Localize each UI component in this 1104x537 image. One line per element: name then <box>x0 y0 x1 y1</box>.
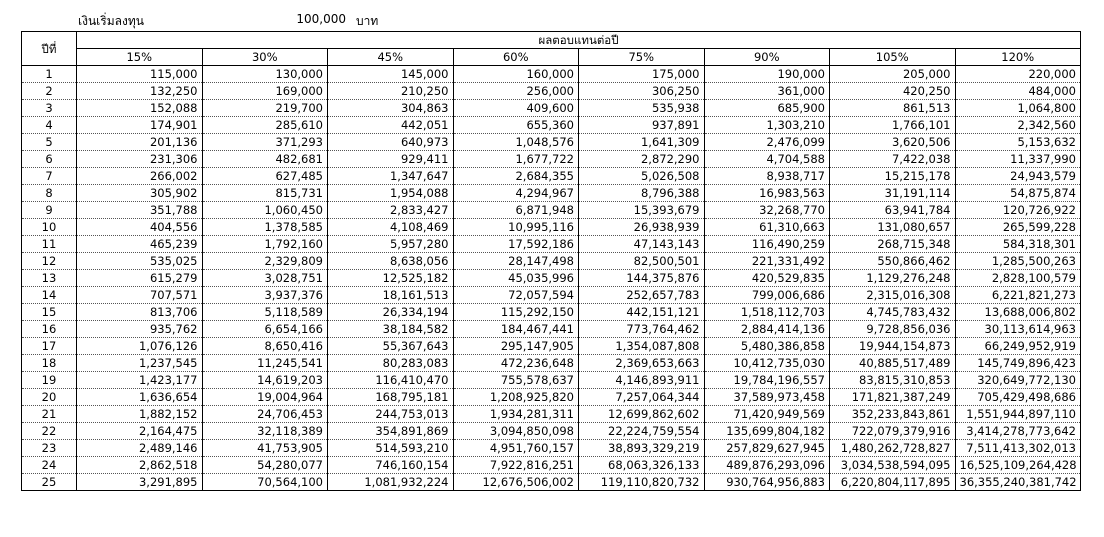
value-cell: 755,578,637 <box>453 372 579 389</box>
value-cell: 813,706 <box>77 304 203 321</box>
table-row <box>22 355 1081 372</box>
value-cell: 4,294,967 <box>453 185 579 202</box>
value-cell: 1,636,654 <box>77 389 203 406</box>
value-cell: 2,315,016,308 <box>830 287 956 304</box>
value-cell: 16,983,563 <box>704 185 830 202</box>
value-cell: 2,489,146 <box>77 440 203 457</box>
value-cell: 354,891,869 <box>328 423 454 440</box>
value-cell: 1,641,309 <box>579 134 705 151</box>
value-cell: 442,051 <box>328 117 454 134</box>
currency-unit: บาท <box>356 14 379 28</box>
value-cell: 514,593,210 <box>328 440 454 457</box>
rate-header: 30% <box>202 49 328 66</box>
value-cell: 3,937,376 <box>202 287 328 304</box>
year-cell: 1 <box>22 66 77 83</box>
year-cell: 4 <box>22 117 77 134</box>
value-cell: 8,650,416 <box>202 338 328 355</box>
value-cell: 861,513 <box>830 100 956 117</box>
value-cell: 1,237,545 <box>77 355 203 372</box>
value-cell: 55,367,643 <box>328 338 454 355</box>
value-cell: 295,147,905 <box>453 338 579 355</box>
value-cell: 54,280,077 <box>202 457 328 474</box>
value-cell: 685,900 <box>704 100 830 117</box>
value-cell: 38,893,329,219 <box>579 440 705 457</box>
value-cell: 22,224,759,554 <box>579 423 705 440</box>
value-cell: 584,318,301 <box>955 236 1081 253</box>
value-cell: 305,902 <box>77 185 203 202</box>
table-row <box>22 372 1081 389</box>
initial-investment-amount: 100,000 <box>296 12 346 26</box>
table-row <box>22 253 1081 270</box>
value-cell: 420,529,835 <box>704 270 830 287</box>
value-cell: 1,129,276,248 <box>830 270 956 287</box>
value-cell: 535,025 <box>77 253 203 270</box>
value-cell: 168,795,181 <box>328 389 454 406</box>
value-cell: 1,480,262,728,827 <box>830 440 956 457</box>
value-cell: 15,393,679 <box>579 202 705 219</box>
year-cell: 16 <box>22 321 77 338</box>
value-cell: 1,347,647 <box>328 168 454 185</box>
value-cell: 135,699,804,182 <box>704 423 830 440</box>
value-cell: 45,035,996 <box>453 270 579 287</box>
value-cell: 257,829,627,945 <box>704 440 830 457</box>
value-cell: 1,208,925,820 <box>453 389 579 406</box>
value-cell: 115,292,150 <box>453 304 579 321</box>
value-cell: 815,731 <box>202 185 328 202</box>
value-cell: 482,681 <box>202 151 328 168</box>
year-cell: 19 <box>22 372 77 389</box>
value-cell: 231,306 <box>77 151 203 168</box>
value-cell: 550,866,462 <box>830 253 956 270</box>
table-row <box>22 304 1081 321</box>
value-cell: 4,146,893,911 <box>579 372 705 389</box>
value-cell: 352,233,843,861 <box>830 406 956 423</box>
table-row <box>22 440 1081 457</box>
value-cell: 15,215,178 <box>830 168 956 185</box>
table-row <box>22 66 1081 83</box>
value-cell: 1,354,087,808 <box>579 338 705 355</box>
value-cell: 116,410,470 <box>328 372 454 389</box>
rate-header: 120% <box>955 49 1081 66</box>
table-row <box>22 270 1081 287</box>
value-cell: 9,728,856,036 <box>830 321 956 338</box>
value-cell: 3,620,506 <box>830 134 956 151</box>
value-cell: 265,599,228 <box>955 219 1081 236</box>
value-cell: 799,006,686 <box>704 287 830 304</box>
year-cell: 5 <box>22 134 77 151</box>
value-cell: 1,792,160 <box>202 236 328 253</box>
value-cell: 3,414,278,773,642 <box>955 423 1081 440</box>
value-cell: 8,938,717 <box>704 168 830 185</box>
value-cell: 705,429,498,686 <box>955 389 1081 406</box>
value-cell: 489,876,293,096 <box>704 457 830 474</box>
table-row <box>22 83 1081 100</box>
value-cell: 145,000 <box>328 66 454 83</box>
value-cell: 2,872,290 <box>579 151 705 168</box>
value-cell: 7,422,038 <box>830 151 956 168</box>
rate-header: 60% <box>453 49 579 66</box>
table-row <box>22 134 1081 151</box>
value-cell: 7,922,816,251 <box>453 457 579 474</box>
value-cell: 722,079,379,916 <box>830 423 956 440</box>
value-cell: 1,766,101 <box>830 117 956 134</box>
value-cell: 12,676,506,002 <box>453 474 579 491</box>
year-cell: 11 <box>22 236 77 253</box>
value-cell: 1,060,450 <box>202 202 328 219</box>
value-cell: 220,000 <box>955 66 1081 83</box>
value-cell: 12,699,862,602 <box>579 406 705 423</box>
value-cell: 116,490,259 <box>704 236 830 253</box>
value-cell: 68,063,326,133 <box>579 457 705 474</box>
value-cell: 32,268,770 <box>704 202 830 219</box>
value-cell: 1,285,500,263 <box>955 253 1081 270</box>
table-row <box>22 202 1081 219</box>
value-cell: 256,000 <box>453 83 579 100</box>
value-cell: 535,938 <box>579 100 705 117</box>
value-cell: 32,118,389 <box>202 423 328 440</box>
value-cell: 420,250 <box>830 83 956 100</box>
value-cell: 4,951,760,157 <box>453 440 579 457</box>
value-cell: 6,220,804,117,895 <box>830 474 956 491</box>
value-cell: 2,369,653,663 <box>579 355 705 372</box>
value-cell: 83,815,310,853 <box>830 372 956 389</box>
value-cell: 190,000 <box>704 66 830 83</box>
value-cell: 145,749,896,423 <box>955 355 1081 372</box>
value-cell: 82,500,501 <box>579 253 705 270</box>
value-cell: 244,753,013 <box>328 406 454 423</box>
value-cell: 13,688,006,802 <box>955 304 1081 321</box>
value-cell: 404,556 <box>77 219 203 236</box>
year-cell: 7 <box>22 168 77 185</box>
value-cell: 205,000 <box>830 66 956 83</box>
rate-header: 105% <box>830 49 956 66</box>
value-cell: 221,331,492 <box>704 253 830 270</box>
table-row <box>22 287 1081 304</box>
value-cell: 2,684,355 <box>453 168 579 185</box>
value-cell: 38,184,582 <box>328 321 454 338</box>
value-cell: 71,420,949,569 <box>704 406 830 423</box>
year-cell: 18 <box>22 355 77 372</box>
value-cell: 266,002 <box>77 168 203 185</box>
value-cell: 306,250 <box>579 83 705 100</box>
value-cell: 1,934,281,311 <box>453 406 579 423</box>
table-row <box>22 457 1081 474</box>
table-row <box>22 321 1081 338</box>
value-cell: 66,249,952,919 <box>955 338 1081 355</box>
value-cell: 1,081,932,224 <box>328 474 454 491</box>
value-cell: 201,136 <box>77 134 203 151</box>
value-cell: 472,236,648 <box>453 355 579 372</box>
value-cell: 144,375,876 <box>579 270 705 287</box>
value-cell: 6,221,821,273 <box>955 287 1081 304</box>
value-cell: 627,485 <box>202 168 328 185</box>
value-cell: 2,164,475 <box>77 423 203 440</box>
value-cell: 930,764,956,883 <box>704 474 830 491</box>
value-cell: 61,310,663 <box>704 219 830 236</box>
value-cell: 37,589,973,458 <box>704 389 830 406</box>
table-row <box>22 423 1081 440</box>
value-cell: 1,954,088 <box>328 185 454 202</box>
value-cell: 8,638,056 <box>328 253 454 270</box>
year-cell: 8 <box>22 185 77 202</box>
value-cell: 11,245,541 <box>202 355 328 372</box>
value-cell: 119,110,820,732 <box>579 474 705 491</box>
value-cell: 5,153,632 <box>955 134 1081 151</box>
value-cell: 252,657,783 <box>579 287 705 304</box>
value-cell: 17,592,186 <box>453 236 579 253</box>
value-cell: 24,706,453 <box>202 406 328 423</box>
table-row <box>22 406 1081 423</box>
value-cell: 174,901 <box>77 117 203 134</box>
table-row <box>22 389 1081 406</box>
value-cell: 169,000 <box>202 83 328 100</box>
value-cell: 24,943,579 <box>955 168 1081 185</box>
table-row <box>22 185 1081 202</box>
year-cell: 13 <box>22 270 77 287</box>
value-cell: 14,619,203 <box>202 372 328 389</box>
value-cell: 2,329,809 <box>202 253 328 270</box>
value-cell: 19,004,964 <box>202 389 328 406</box>
rate-header: 45% <box>328 49 454 66</box>
value-cell: 72,057,594 <box>453 287 579 304</box>
value-cell: 4,745,783,432 <box>830 304 956 321</box>
table-row <box>22 219 1081 236</box>
value-cell: 130,000 <box>202 66 328 83</box>
value-cell: 40,885,517,489 <box>830 355 956 372</box>
value-cell: 5,480,386,858 <box>704 338 830 355</box>
value-cell: 115,000 <box>77 66 203 83</box>
value-cell: 63,941,784 <box>830 202 956 219</box>
value-cell: 2,884,414,136 <box>704 321 830 338</box>
value-cell: 746,160,154 <box>328 457 454 474</box>
value-cell: 615,279 <box>77 270 203 287</box>
year-cell: 3 <box>22 100 77 117</box>
value-cell: 54,875,874 <box>955 185 1081 202</box>
value-cell: 171,821,387,249 <box>830 389 956 406</box>
year-cell: 12 <box>22 253 77 270</box>
value-cell: 1,048,576 <box>453 134 579 151</box>
value-cell: 935,762 <box>77 321 203 338</box>
table-row <box>22 100 1081 117</box>
year-cell: 2 <box>22 83 77 100</box>
value-cell: 175,000 <box>579 66 705 83</box>
initial-investment-label: เงินเริ่มลงทุน <box>78 14 144 28</box>
value-cell: 655,360 <box>453 117 579 134</box>
value-cell: 18,161,513 <box>328 287 454 304</box>
value-cell: 4,108,469 <box>328 219 454 236</box>
value-cell: 10,995,116 <box>453 219 579 236</box>
value-cell: 484,000 <box>955 83 1081 100</box>
table-row <box>22 236 1081 253</box>
value-cell: 707,571 <box>77 287 203 304</box>
value-cell: 80,283,083 <box>328 355 454 372</box>
value-cell: 6,654,166 <box>202 321 328 338</box>
value-cell: 10,412,735,030 <box>704 355 830 372</box>
value-cell: 11,337,990 <box>955 151 1081 168</box>
year-cell: 10 <box>22 219 77 236</box>
value-cell: 640,973 <box>328 134 454 151</box>
value-cell: 2,862,518 <box>77 457 203 474</box>
value-cell: 160,000 <box>453 66 579 83</box>
value-cell: 1,882,152 <box>77 406 203 423</box>
value-cell: 5,957,280 <box>328 236 454 253</box>
value-cell: 1,518,112,703 <box>704 304 830 321</box>
value-cell: 7,511,413,302,013 <box>955 440 1081 457</box>
value-cell: 3,028,751 <box>202 270 328 287</box>
year-cell: 20 <box>22 389 77 406</box>
value-cell: 268,715,348 <box>830 236 956 253</box>
value-cell: 8,796,388 <box>579 185 705 202</box>
year-cell: 9 <box>22 202 77 219</box>
table-row <box>22 151 1081 168</box>
rate-header: 15% <box>77 49 203 66</box>
value-cell: 1,423,177 <box>77 372 203 389</box>
table-row <box>22 117 1081 134</box>
value-cell: 120,726,922 <box>955 202 1081 219</box>
value-cell: 442,151,121 <box>579 304 705 321</box>
value-cell: 2,476,099 <box>704 134 830 151</box>
value-cell: 219,700 <box>202 100 328 117</box>
year-cell: 21 <box>22 406 77 423</box>
table-row <box>22 474 1081 491</box>
value-cell: 351,788 <box>77 202 203 219</box>
value-cell: 7,257,064,344 <box>579 389 705 406</box>
value-cell: 773,764,462 <box>579 321 705 338</box>
value-cell: 152,088 <box>77 100 203 117</box>
value-cell: 5,026,508 <box>579 168 705 185</box>
year-cell: 17 <box>22 338 77 355</box>
value-cell: 320,649,772,130 <box>955 372 1081 389</box>
value-cell: 6,871,948 <box>453 202 579 219</box>
year-cell: 14 <box>22 287 77 304</box>
value-cell: 26,334,194 <box>328 304 454 321</box>
year-cell: 15 <box>22 304 77 321</box>
value-cell: 3,034,538,594,095 <box>830 457 956 474</box>
year-cell: 6 <box>22 151 77 168</box>
value-cell: 19,944,154,873 <box>830 338 956 355</box>
value-cell: 132,250 <box>77 83 203 100</box>
value-cell: 1,551,944,897,110 <box>955 406 1081 423</box>
value-cell: 5,118,589 <box>202 304 328 321</box>
value-cell: 371,293 <box>202 134 328 151</box>
value-cell: 409,600 <box>453 100 579 117</box>
value-cell: 3,291,895 <box>77 474 203 491</box>
value-cell: 304,863 <box>328 100 454 117</box>
value-cell: 4,704,588 <box>704 151 830 168</box>
table-row <box>22 168 1081 185</box>
year-cell: 24 <box>22 457 77 474</box>
year-cell: 23 <box>22 440 77 457</box>
value-cell: 12,525,182 <box>328 270 454 287</box>
value-cell: 1,677,722 <box>453 151 579 168</box>
value-cell: 30,113,614,963 <box>955 321 1081 338</box>
value-cell: 41,753,905 <box>202 440 328 457</box>
value-cell: 47,143,143 <box>579 236 705 253</box>
value-cell: 210,250 <box>328 83 454 100</box>
value-cell: 19,784,196,557 <box>704 372 830 389</box>
value-cell: 1,378,585 <box>202 219 328 236</box>
rate-header: 75% <box>579 49 705 66</box>
value-cell: 929,411 <box>328 151 454 168</box>
value-cell: 2,342,560 <box>955 117 1081 134</box>
value-cell: 1,076,126 <box>77 338 203 355</box>
annual-return-group-header: ผลตอบแทนต่อปี <box>77 32 1081 49</box>
value-cell: 16,525,109,264,428 <box>955 457 1081 474</box>
value-cell: 36,355,240,381,742 <box>955 474 1081 491</box>
value-cell: 937,891 <box>579 117 705 134</box>
value-cell: 1,303,210 <box>704 117 830 134</box>
rate-header: 90% <box>704 49 830 66</box>
value-cell: 361,000 <box>704 83 830 100</box>
value-cell: 2,833,427 <box>328 202 454 219</box>
value-cell: 2,828,100,579 <box>955 270 1081 287</box>
year-cell: 25 <box>22 474 77 491</box>
value-cell: 28,147,498 <box>453 253 579 270</box>
value-cell: 285,610 <box>202 117 328 134</box>
value-cell: 465,239 <box>77 236 203 253</box>
year-column-header: ปีที่ <box>22 32 77 66</box>
value-cell: 1,064,800 <box>955 100 1081 117</box>
value-cell: 184,467,441 <box>453 321 579 338</box>
year-cell: 22 <box>22 423 77 440</box>
value-cell: 3,094,850,098 <box>453 423 579 440</box>
value-cell: 26,938,939 <box>579 219 705 236</box>
returns-table <box>21 31 1081 491</box>
value-cell: 31,191,114 <box>830 185 956 202</box>
value-cell: 70,564,100 <box>202 474 328 491</box>
value-cell: 131,080,657 <box>830 219 956 236</box>
table-row <box>22 338 1081 355</box>
